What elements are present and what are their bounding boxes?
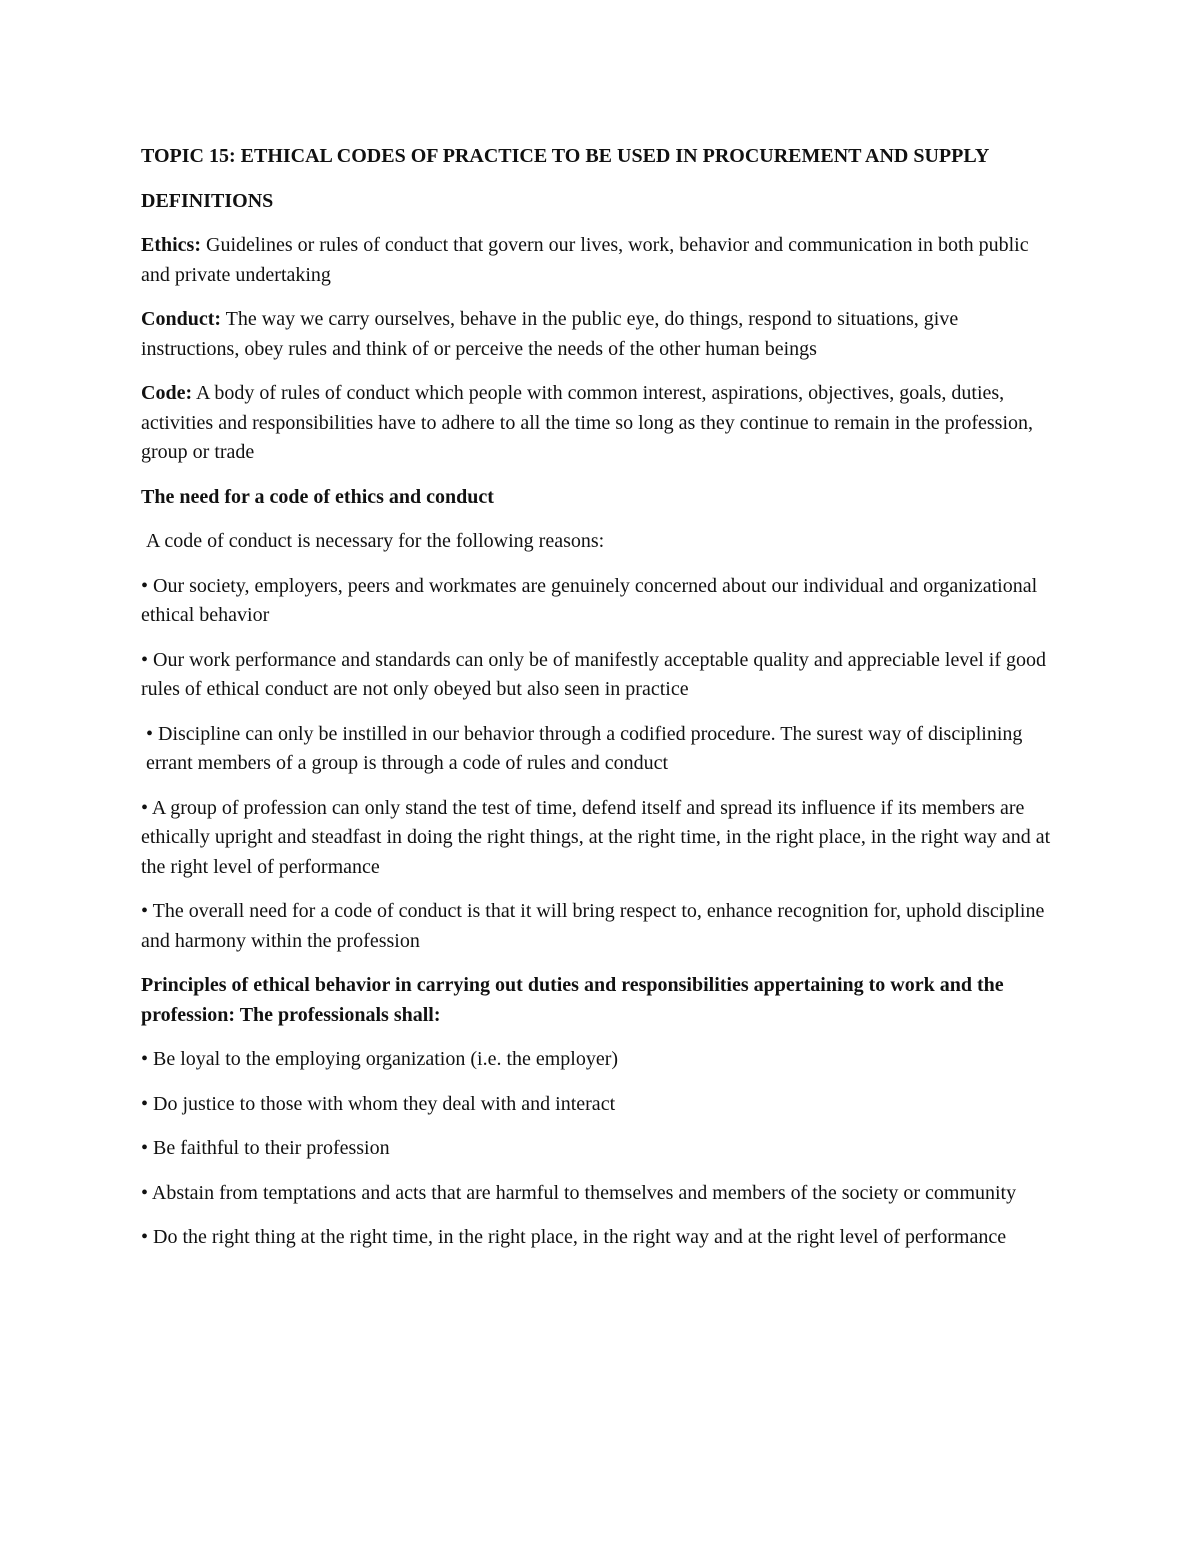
principle-bullet: • Be faithful to their profession bbox=[141, 1137, 390, 1159]
definitions-heading: DEFINITIONS bbox=[141, 189, 274, 212]
need-intro: A code of conduct is necessary for the following reasons: bbox=[146, 530, 605, 552]
need-bullet: • The overall need for a code of conduct is that it will bring respect to, enhance recognition for, uphold discipline and harmony within the profession bbox=[141, 900, 1045, 952]
principle-bullet: • Do justice to those with whom they deal with and interact bbox=[141, 1092, 616, 1115]
need-bullet: • Our society, employers, peers and workmates are genuinely concerned about our individual and organizational ethical behavior bbox=[141, 574, 1038, 626]
principle-bullet: • Abstain from temptations and acts that are harmful to themselves and members of the society or community bbox=[141, 1181, 1017, 1204]
definition-conduct bbox=[141, 305, 1061, 364]
principle-bullet: • Be loyal to the employing organization (i.e. the employer) bbox=[141, 1048, 619, 1070]
document-page bbox=[141, 142, 1061, 1268]
definition-text: A body of rules of conduct which people with common interest, aspirations, objectives, goals, duties, activities and responsibilities have to adhere to all the time so long as they continue to remain in the profession, group or trade bbox=[141, 382, 1034, 463]
need-bullet: • Our work performance and standards can only be of manifestly acceptable quality and appreciable level if good rules of ethical conduct are not only obeyed but also seen in practice bbox=[141, 648, 1046, 700]
definition-text: The way we carry ourselves, behave in the public eye, do things, respond to situations, give instructions, obey rules and think of or perceive the needs of the other human beings bbox=[141, 308, 959, 360]
principle-bullet: • Do the right thing at the right time, in the right place, in the right way and at the right level of performance bbox=[141, 1226, 1007, 1248]
definition-code bbox=[141, 379, 1061, 468]
need-bullet: • Discipline can only be instilled in our behavior through a codified procedure. The surest way of disciplining errant members of a group is through a code of rules and conduct bbox=[146, 722, 1023, 774]
definition-term: Code: bbox=[141, 382, 193, 404]
definition-text: Guidelines or rules of conduct that govern our lives, work, behavior and communication in both public and private undertaking bbox=[141, 234, 1029, 286]
principles-heading: Principles of ethical behavior in carrying out duties and responsibilities appertaining to work and the profession: The professionals shall: bbox=[141, 974, 1004, 1026]
document-title: TOPIC 15: ETHICAL CODES OF PRACTICE TO BE USED IN PROCUREMENT AND SUPPLY bbox=[141, 145, 990, 167]
need-bullet: • A group of profession can only stand the test of time, defend itself and spread its influence if its members are ethically upright and steadfast in doing the right things, at the right time, in the right place, in the right way and at the right level of performance bbox=[141, 796, 1051, 878]
definition-ethics bbox=[141, 231, 1061, 290]
definition-term: Ethics: bbox=[141, 234, 201, 256]
definition-term: Conduct: bbox=[141, 308, 222, 330]
need-heading: The need for a code of ethics and conduct bbox=[141, 485, 494, 508]
